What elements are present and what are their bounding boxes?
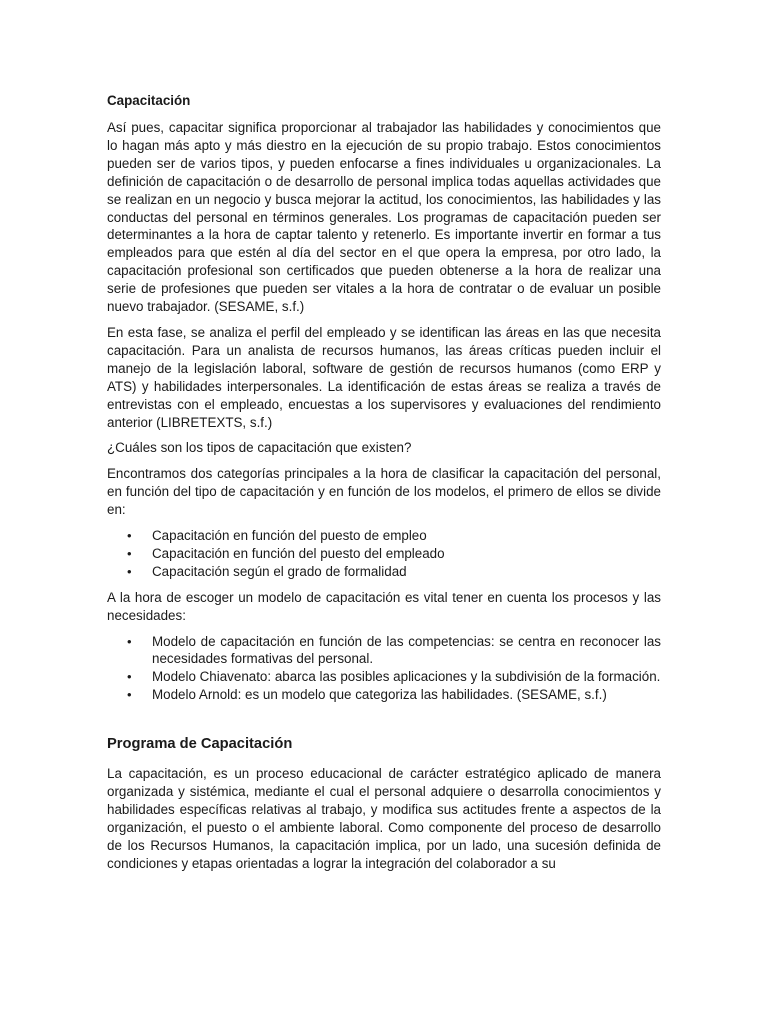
list-capacitacion-types: [107, 527, 661, 581]
list-item: [107, 633, 661, 669]
document-page: [107, 92, 661, 881]
question-types: ¿Cuáles son los tipos de capacitación que existen?: [107, 440, 412, 456]
bullet-icon: •: [127, 633, 132, 649]
list-item: [107, 545, 661, 563]
paragraph-definition: Así pues, capacitar significa proporcionar al trabajador las habilidades y conocimientos que lo hagan más apto y más diestro en la ejecución de su propio trabajo. Estos conocimientos pueden ser de varios tipos, y pueden enfocarse a fines individuales u organizacionales. La definición de capacitación o de desarrollo de personal implica todas aquellas actividades que se realizan en un negocio y busca mejorar la actitud, los conocimientos, las habilidades y las conductas del personal en términos generales. Los programas de capacitación pueden ser determinantes a la hora de captar talento y retenerlo. Es importante invertir en formar a tus empleados para que estén al día del sector en el que opera la empresa, por otro lado, la capacitación profesional son certificados que pueden obtenerse a la hora de realizar una serie de profesiones que pueden ser vitales a la hora de contratar o de evaluar un posible nuevo trabajador. (SESAME, s.f.): [107, 120, 661, 315]
list-item-text: Capacitación según el grado de formalidad: [152, 563, 407, 579]
paragraph-categories: Encontramos dos categorías principales a la hora de clasificar la capacitación del personal, en función del tipo de capacitación y en función de los modelos, el primero de ellos se divide en:: [107, 466, 661, 518]
list-item-text: Modelo Arnold: es un modelo que categoriza las habilidades. (SESAME, s.f.): [152, 687, 607, 703]
list-item: [107, 668, 661, 686]
list-item-text: Modelo Chiavenato: abarca las posibles aplicaciones y la subdivisión de la formación.: [152, 669, 661, 685]
list-item: [107, 527, 661, 545]
list-capacitacion-models: [107, 633, 661, 705]
bullet-icon: •: [127, 669, 132, 685]
paragraph-analysis-phase: En esta fase, se analiza el perfil del empleado y se identifican las áreas en las que necesita capacitación. Para un analista de recursos humanos, las áreas críticas pueden incluir el manejo de la legislación laboral, software de gestión de recursos humanos (como ERP y ATS) y habilidades interpersonales. La identificación de estas áreas se realiza a través de entrevistas con el empleado, encuestas a los supervisores y evaluaciones del rendimiento anterior (LIBRETEXTS, s.f.): [107, 324, 661, 430]
list-item-text: Capacitación en función del puesto del empleado: [152, 545, 445, 561]
list-item-text: Modelo de capacitación en función de las competencias: se centra en reconocer las necesidades formativas del personal.: [152, 633, 661, 667]
list-item: [107, 686, 661, 704]
paragraph-model-choice: A la hora de escoger un modelo de capacitación es vital tener en cuenta los procesos y las necesidades:: [107, 589, 661, 623]
section-heading-capacitacion: Capacitación: [107, 93, 191, 108]
list-item-text: Capacitación en función del puesto de empleo: [152, 528, 427, 544]
bullet-icon: •: [127, 563, 132, 579]
list-item: [107, 563, 661, 581]
section-heading-programa: Programa de Capacitación: [107, 736, 293, 753]
bullet-icon: •: [127, 687, 132, 703]
bullet-icon: •: [127, 528, 132, 544]
bullet-icon: •: [127, 545, 132, 561]
paragraph-programa: La capacitación, es un proceso educacional de carácter estratégico aplicado de manera organizada y sistémica, mediante el cual el personal adquiere o desarrolla conocimientos y habilidades específicas relativas al trabajo, y modifica sus actitudes frente a aspectos de la organización, el puesto o el ambiente laboral. Como componente del proceso de desarrollo de los Recursos Humanos, la capacitación implica, por un lado, una sucesión definida de condiciones y etapas orientadas a lograr la integración del colaborador a su: [107, 766, 661, 871]
